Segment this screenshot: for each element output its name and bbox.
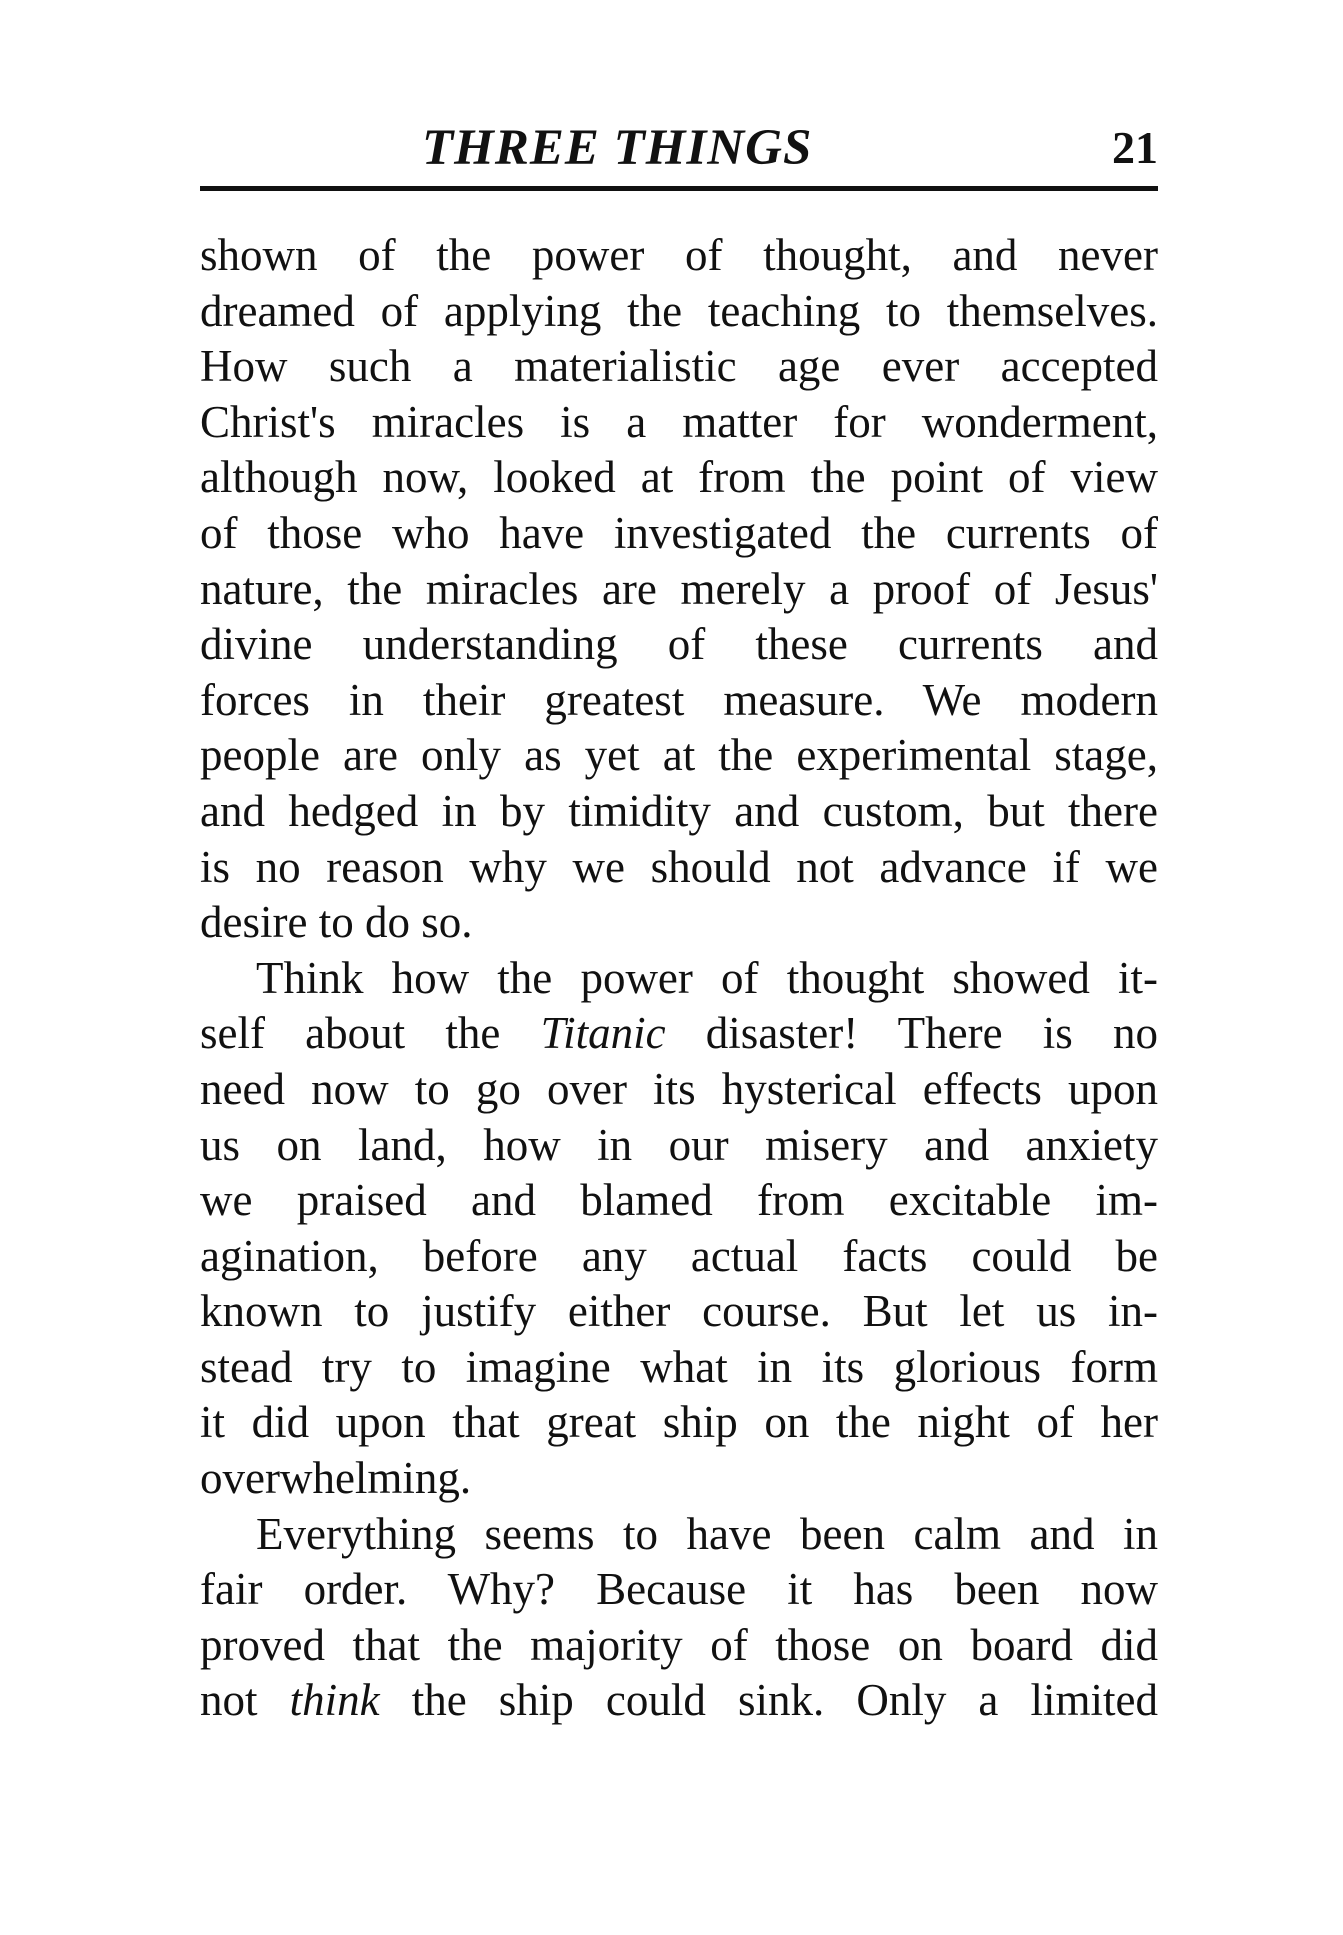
- text-line: proved that the majority of those on board did: [200, 1619, 1158, 1670]
- text-line: we praised and blamed from excitable im-: [200, 1175, 1158, 1226]
- running-title: THREE THINGS: [422, 120, 813, 176]
- text-run: self about the: [200, 1008, 541, 1059]
- paragraph-2: [200, 951, 1158, 1507]
- text-line: forces in their greatest measure. We modern: [200, 674, 1158, 725]
- text-line: fair order. Why? Because it has been now: [200, 1564, 1158, 1615]
- text-line: desire to do so.: [200, 897, 473, 948]
- text-line: need now to go over its hysterical effects upon: [200, 1063, 1158, 1114]
- text-line: although now, looked at from the point of view: [200, 452, 1158, 503]
- text-line: known to justify either course. But let us in-: [200, 1286, 1158, 1337]
- running-head: [200, 118, 1158, 178]
- text-line: [200, 1673, 1158, 1729]
- text-line: Everything seems to have been calm and in: [256, 1508, 1158, 1559]
- text-line: nature, the miracles are merely a proof of Jesus': [200, 563, 1158, 614]
- paragraph-3: [200, 1507, 1158, 1729]
- text-line: it did upon that great ship on the night of her: [200, 1397, 1158, 1448]
- body-text: [200, 228, 1158, 1729]
- text-line: shown of the power of thought, and never: [200, 230, 1158, 280]
- text-line: agination, before any actual facts could be: [200, 1230, 1158, 1281]
- ship-name-italic: Titanic: [540, 1008, 666, 1059]
- text-line: us on land, how in our misery and anxiety: [200, 1119, 1158, 1170]
- text-line: [200, 1006, 1158, 1062]
- paragraph-1: [200, 228, 1158, 951]
- text-line: and hedged in by timidity and custom, but there: [200, 785, 1158, 836]
- emphasis-italic: think: [289, 1675, 380, 1726]
- text-run: not: [200, 1675, 290, 1726]
- text-line: stead try to imagine what in its glorious form: [200, 1341, 1158, 1392]
- text-run: disaster! There is no: [665, 1008, 1158, 1059]
- text-line: dreamed of applying the teaching to themselves.: [200, 285, 1158, 336]
- text-line: overwhelming.: [200, 1453, 472, 1504]
- text-line: people are only as yet at the experimental stage,: [200, 730, 1158, 781]
- page-number: 21: [1112, 122, 1158, 173]
- text-line: is no reason why we should not advance if we: [200, 841, 1158, 892]
- text-run: the ship could sink. Only a limited: [379, 1675, 1158, 1726]
- text-line: How such a materialistic age ever accepted: [200, 341, 1158, 392]
- text-line: divine understanding of these currents and: [200, 619, 1158, 670]
- text-line: of those who have investigated the currents of: [200, 507, 1158, 558]
- text-line: Christ's miracles is a matter for wonderment,: [200, 396, 1158, 447]
- text-line: Think how the power of thought showed it-: [256, 952, 1158, 1003]
- header-rule: [200, 186, 1158, 191]
